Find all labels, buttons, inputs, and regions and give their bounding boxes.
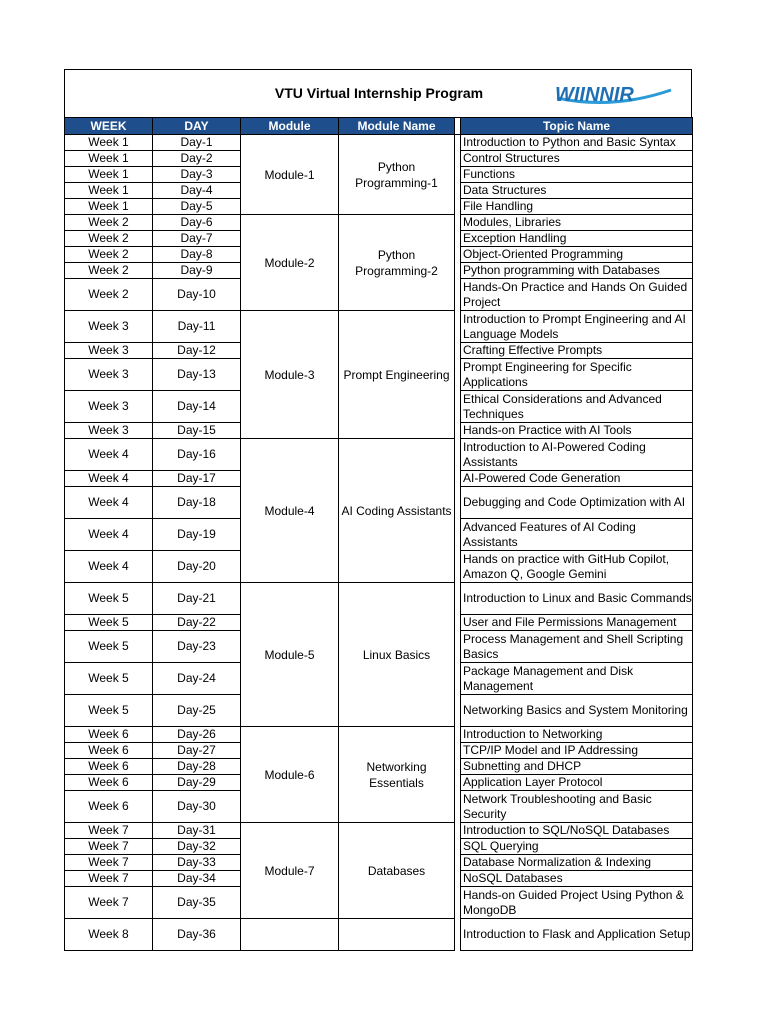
week-cell: Week 7 xyxy=(65,855,153,871)
module-name-cell: Linux Basics xyxy=(339,583,455,727)
topic-cell: Introduction to Networking xyxy=(461,727,693,743)
topic-cell: Hands-On Practice and Hands On Guided Project xyxy=(461,279,693,311)
day-cell: Day-19 xyxy=(153,519,241,551)
week-cell: Week 8 xyxy=(65,919,153,951)
topic-cell: Control Structures xyxy=(461,151,693,167)
week-cell: Week 2 xyxy=(65,263,153,279)
topic-cell: Prompt Engineering for Specific Applications xyxy=(461,359,693,391)
topic-cell: TCP/IP Model and IP Addressing xyxy=(461,743,693,759)
topic-cell: Hands on practice with GitHub Copilot, Amazon Q, Google Gemini xyxy=(461,551,693,583)
header-module-name: Module Name xyxy=(339,118,455,135)
topic-cell: Introduction to AI-Powered Coding Assistants xyxy=(461,439,693,471)
week-cell: Week 2 xyxy=(65,215,153,231)
module-cell xyxy=(241,919,339,951)
schedule-body xyxy=(65,135,693,951)
module-name-cell: Databases xyxy=(339,823,455,919)
week-cell: Week 3 xyxy=(65,391,153,423)
topic-cell: Introduction to Python and Basic Syntax xyxy=(461,135,693,151)
topic-cell: SQL Querying xyxy=(461,839,693,855)
day-cell: Day-20 xyxy=(153,551,241,583)
week-cell: Week 4 xyxy=(65,439,153,471)
topic-cell: User and File Permissions Management xyxy=(461,615,693,631)
day-cell: Day-29 xyxy=(153,775,241,791)
week-cell: Week 4 xyxy=(65,487,153,519)
table-row xyxy=(65,919,693,951)
topic-cell: Introduction to Prompt Engineering and AI Language Models xyxy=(461,311,693,343)
module-name-cell: Prompt Engineering xyxy=(339,311,455,439)
day-cell: Day-8 xyxy=(153,247,241,263)
week-cell: Week 1 xyxy=(65,199,153,215)
week-cell: Week 5 xyxy=(65,695,153,727)
week-cell: Week 4 xyxy=(65,519,153,551)
module-cell: Module-2 xyxy=(241,215,339,311)
week-cell: Week 1 xyxy=(65,151,153,167)
header-day: DAY xyxy=(153,118,241,135)
module-name-cell: AI Coding Assistants xyxy=(339,439,455,583)
table-row xyxy=(65,727,693,743)
module-cell: Module-3 xyxy=(241,311,339,439)
table-row xyxy=(65,215,693,231)
wiinnir-logo xyxy=(553,82,675,108)
week-cell: Week 4 xyxy=(65,551,153,583)
module-cell: Module-1 xyxy=(241,135,339,215)
topic-cell: Ethical Considerations and Advanced Techniques xyxy=(461,391,693,423)
topic-cell: Python programming with Databases xyxy=(461,263,693,279)
week-cell: Week 5 xyxy=(65,583,153,615)
header-topic: Topic Name xyxy=(461,118,693,135)
day-cell: Day-23 xyxy=(153,631,241,663)
topic-cell: Functions xyxy=(461,167,693,183)
week-cell: Week 2 xyxy=(65,247,153,263)
week-cell: Week 1 xyxy=(65,167,153,183)
week-cell: Week 6 xyxy=(65,743,153,759)
module-cell: Module-4 xyxy=(241,439,339,583)
schedule-sheet xyxy=(64,69,692,951)
module-name-cell: Python Programming-1 xyxy=(339,135,455,215)
week-cell: Week 5 xyxy=(65,663,153,695)
logo-text: WIINNIR xyxy=(555,84,634,106)
topic-cell: Data Structures xyxy=(461,183,693,199)
week-cell: Week 7 xyxy=(65,823,153,839)
topic-cell: Exception Handling xyxy=(461,231,693,247)
day-cell: Day-24 xyxy=(153,663,241,695)
day-cell: Day-12 xyxy=(153,343,241,359)
day-cell: Day-7 xyxy=(153,231,241,247)
table-row xyxy=(65,823,693,839)
week-cell: Week 6 xyxy=(65,759,153,775)
module-cell: Module-5 xyxy=(241,583,339,727)
week-cell: Week 1 xyxy=(65,135,153,151)
topic-cell: Database Normalization & Indexing xyxy=(461,855,693,871)
week-cell: Week 6 xyxy=(65,775,153,791)
page-title: VTU Virtual Internship Program xyxy=(274,85,484,101)
day-cell: Day-28 xyxy=(153,759,241,775)
week-cell: Week 7 xyxy=(65,839,153,855)
module-name-cell: Networking Essentials xyxy=(339,727,455,823)
schedule-table xyxy=(64,117,693,951)
week-cell: Week 2 xyxy=(65,279,153,311)
week-cell: Week 7 xyxy=(65,887,153,919)
day-cell: Day-10 xyxy=(153,279,241,311)
week-cell: Week 6 xyxy=(65,791,153,823)
topic-cell: File Handling xyxy=(461,199,693,215)
header-row xyxy=(65,118,693,135)
module-name-cell xyxy=(339,919,455,951)
day-cell: Day-14 xyxy=(153,391,241,423)
day-cell: Day-1 xyxy=(153,135,241,151)
day-cell: Day-31 xyxy=(153,823,241,839)
topic-cell: Process Management and Shell Scripting Basics xyxy=(461,631,693,663)
topic-cell: Modules, Libraries xyxy=(461,215,693,231)
topic-cell: Introduction to SQL/NoSQL Databases xyxy=(461,823,693,839)
week-cell: Week 5 xyxy=(65,631,153,663)
day-cell: Day-15 xyxy=(153,423,241,439)
topic-cell: Crafting Effective Prompts xyxy=(461,343,693,359)
table-row xyxy=(65,311,693,343)
day-cell: Day-6 xyxy=(153,215,241,231)
topic-cell: Object-Oriented Programming xyxy=(461,247,693,263)
module-cell: Module-7 xyxy=(241,823,339,919)
topic-cell: AI-Powered Code Generation xyxy=(461,471,693,487)
day-cell: Day-33 xyxy=(153,855,241,871)
topic-cell: Application Layer Protocol xyxy=(461,775,693,791)
module-name-cell: Python Programming-2 xyxy=(339,215,455,311)
day-cell: Day-11 xyxy=(153,311,241,343)
header-module: Module xyxy=(241,118,339,135)
table-row xyxy=(65,439,693,471)
topic-cell: NoSQL Databases xyxy=(461,871,693,887)
day-cell: Day-25 xyxy=(153,695,241,727)
topic-cell: Debugging and Code Optimization with AI xyxy=(461,487,693,519)
week-cell: Week 3 xyxy=(65,423,153,439)
day-cell: Day-26 xyxy=(153,727,241,743)
week-cell: Week 3 xyxy=(65,311,153,343)
day-cell: Day-32 xyxy=(153,839,241,855)
day-cell: Day-27 xyxy=(153,743,241,759)
topic-cell: Advanced Features of AI Coding Assistants xyxy=(461,519,693,551)
day-cell: Day-2 xyxy=(153,151,241,167)
table-row xyxy=(65,583,693,615)
topic-cell: Subnetting and DHCP xyxy=(461,759,693,775)
day-cell: Day-5 xyxy=(153,199,241,215)
topic-cell: Introduction to Flask and Application Setup xyxy=(461,919,693,951)
table-row xyxy=(65,135,693,151)
day-cell: Day-21 xyxy=(153,583,241,615)
week-cell: Week 5 xyxy=(65,615,153,631)
topic-cell: Hands-on Practice with AI Tools xyxy=(461,423,693,439)
day-cell: Day-35 xyxy=(153,887,241,919)
week-cell: Week 3 xyxy=(65,343,153,359)
day-cell: Day-22 xyxy=(153,615,241,631)
week-cell: Week 3 xyxy=(65,359,153,391)
week-cell: Week 6 xyxy=(65,727,153,743)
day-cell: Day-36 xyxy=(153,919,241,951)
topic-cell: Networking Basics and System Monitoring xyxy=(461,695,693,727)
topic-cell: Hands-on Guided Project Using Python & MongoDB xyxy=(461,887,693,919)
day-cell: Day-30 xyxy=(153,791,241,823)
day-cell: Day-9 xyxy=(153,263,241,279)
day-cell: Day-18 xyxy=(153,487,241,519)
topic-cell: Introduction to Linux and Basic Commands xyxy=(461,583,693,615)
topic-cell: Package Management and Disk Management xyxy=(461,663,693,695)
week-cell: Week 2 xyxy=(65,231,153,247)
header-week: WEEK xyxy=(65,118,153,135)
module-cell: Module-6 xyxy=(241,727,339,823)
day-cell: Day-16 xyxy=(153,439,241,471)
day-cell: Day-17 xyxy=(153,471,241,487)
week-cell: Week 4 xyxy=(65,471,153,487)
day-cell: Day-4 xyxy=(153,183,241,199)
day-cell: Day-3 xyxy=(153,167,241,183)
topic-cell: Network Troubleshooting and Basic Security xyxy=(461,791,693,823)
day-cell: Day-34 xyxy=(153,871,241,887)
day-cell: Day-13 xyxy=(153,359,241,391)
week-cell: Week 7 xyxy=(65,871,153,887)
week-cell: Week 1 xyxy=(65,183,153,199)
title-bar xyxy=(64,69,692,117)
